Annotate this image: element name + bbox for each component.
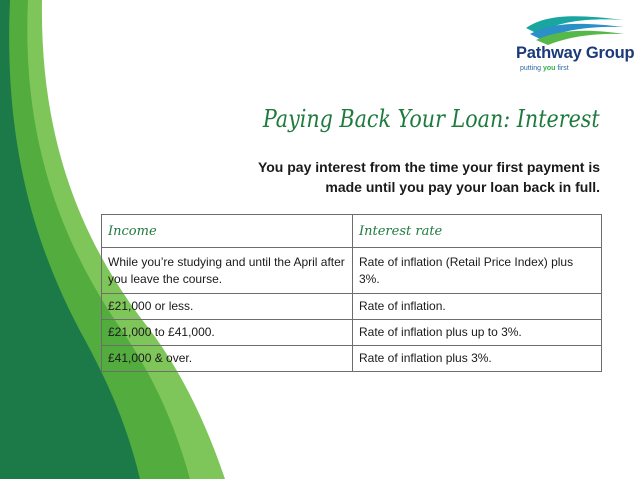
income-cell: While you’re studying and until the April after you leave the course.	[102, 248, 353, 294]
table-row	[102, 248, 602, 294]
income-cell: £21,000 to £41,000.	[102, 320, 353, 346]
table-row	[102, 294, 602, 320]
rate-cell: Rate of inflation plus 3%.	[353, 346, 602, 372]
table-row	[102, 346, 602, 372]
income-cell: £21,000 or less.	[102, 294, 353, 320]
header-interest-rate: Interest rate	[353, 215, 602, 248]
income-cell: £41,000 & over.	[102, 346, 353, 372]
logo-tagline: putting you first	[520, 65, 569, 72]
rate-cell: Rate of inflation (Retail Price Index) plus 3%.	[353, 248, 602, 294]
wave-logo-icon	[516, 12, 628, 46]
rate-cell: Rate of inflation.	[353, 294, 602, 320]
table-header-row	[102, 215, 602, 248]
slide-subtitle: You pay interest from the time your first payment is made until you pay your loan back in full.	[257, 159, 600, 195]
pathway-group-logo	[516, 12, 635, 80]
logo-name: Pathway Group	[516, 44, 635, 62]
slide-title: Paying Back Your Loan: Interest	[263, 105, 600, 133]
interest-rate-table	[101, 214, 602, 372]
rate-cell: Rate of inflation plus up to 3%.	[353, 320, 602, 346]
header-income: Income	[102, 215, 353, 248]
table-row	[102, 320, 602, 346]
